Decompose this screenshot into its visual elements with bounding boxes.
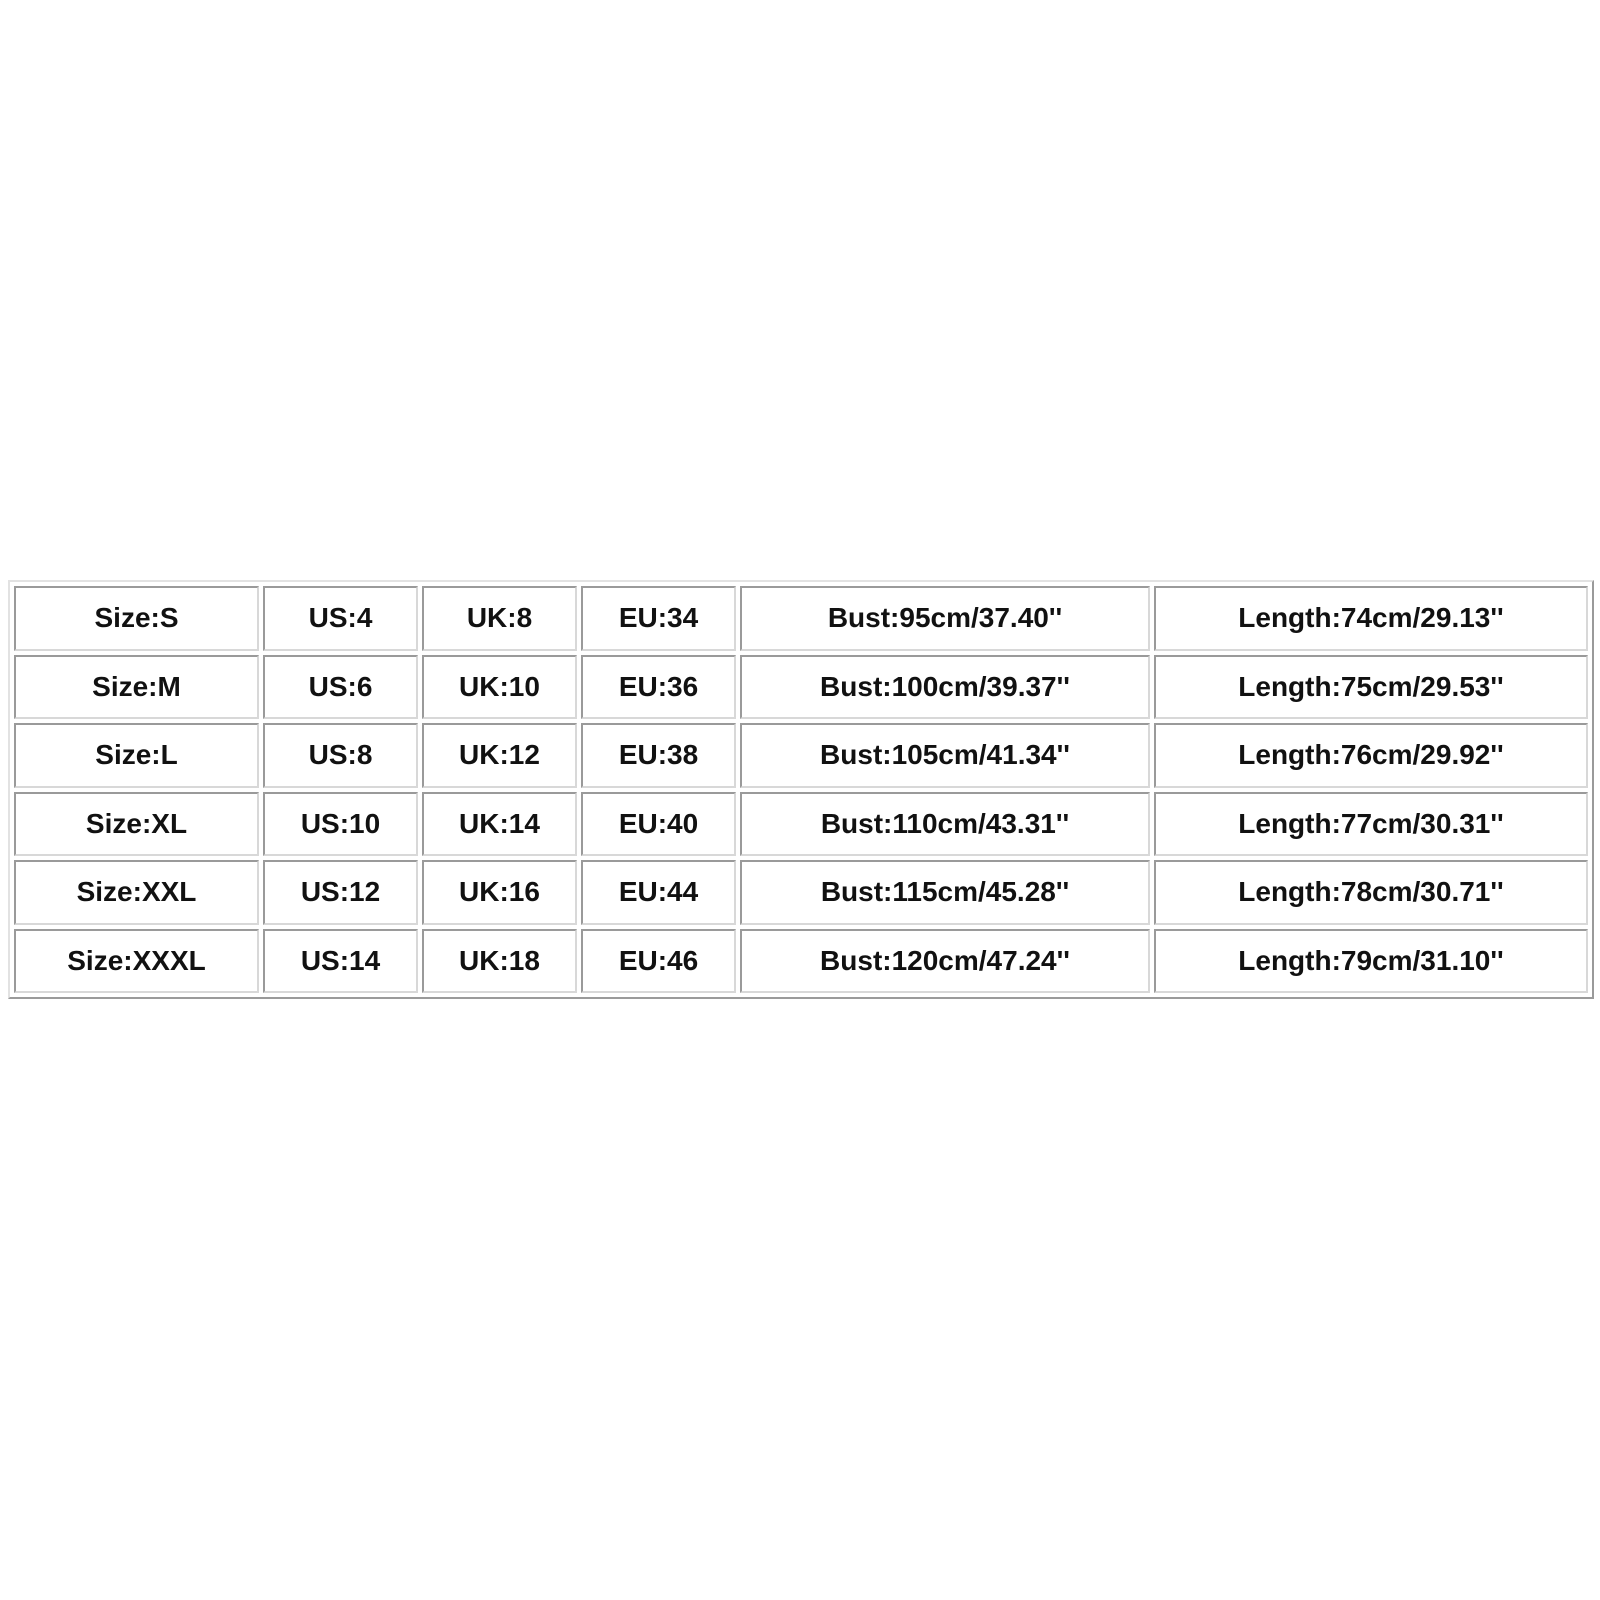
- table-row: [14, 655, 1588, 720]
- us-size-cell: US:4: [263, 586, 418, 651]
- eu-size-cell: EU:34: [581, 586, 736, 651]
- uk-size-cell: UK:16: [422, 860, 577, 925]
- eu-size-cell: EU:46: [581, 929, 736, 994]
- size-cell: Size:XL: [14, 792, 259, 857]
- length-cell: Length:78cm/30.71'': [1154, 860, 1588, 925]
- us-size-cell: US:10: [263, 792, 418, 857]
- uk-size-cell: UK:12: [422, 723, 577, 788]
- us-size-cell: US:6: [263, 655, 418, 720]
- uk-size-cell: UK:18: [422, 929, 577, 994]
- table-row: [14, 929, 1588, 994]
- eu-size-cell: EU:44: [581, 860, 736, 925]
- eu-size-cell: EU:38: [581, 723, 736, 788]
- length-cell: Length:79cm/31.10'': [1154, 929, 1588, 994]
- size-cell: Size:XXXL: [14, 929, 259, 994]
- bust-cell: Bust:110cm/43.31'': [740, 792, 1150, 857]
- length-cell: Length:76cm/29.92'': [1154, 723, 1588, 788]
- size-chart-table: [8, 580, 1594, 999]
- eu-size-cell: EU:36: [581, 655, 736, 720]
- table-row: [14, 723, 1588, 788]
- eu-size-cell: EU:40: [581, 792, 736, 857]
- table-row: [14, 586, 1588, 651]
- length-cell: Length:75cm/29.53'': [1154, 655, 1588, 720]
- uk-size-cell: UK:8: [422, 586, 577, 651]
- size-cell: Size:XXL: [14, 860, 259, 925]
- bust-cell: Bust:95cm/37.40'': [740, 586, 1150, 651]
- us-size-cell: US:14: [263, 929, 418, 994]
- us-size-cell: US:12: [263, 860, 418, 925]
- uk-size-cell: UK:10: [422, 655, 577, 720]
- us-size-cell: US:8: [263, 723, 418, 788]
- length-cell: Length:74cm/29.13'': [1154, 586, 1588, 651]
- length-cell: Length:77cm/30.31'': [1154, 792, 1588, 857]
- bust-cell: Bust:105cm/41.34'': [740, 723, 1150, 788]
- bust-cell: Bust:120cm/47.24'': [740, 929, 1150, 994]
- size-cell: Size:S: [14, 586, 259, 651]
- table-row: [14, 860, 1588, 925]
- bust-cell: Bust:100cm/39.37'': [740, 655, 1150, 720]
- bust-cell: Bust:115cm/45.28'': [740, 860, 1150, 925]
- uk-size-cell: UK:14: [422, 792, 577, 857]
- table-row: [14, 792, 1588, 857]
- size-cell: Size:M: [14, 655, 259, 720]
- size-cell: Size:L: [14, 723, 259, 788]
